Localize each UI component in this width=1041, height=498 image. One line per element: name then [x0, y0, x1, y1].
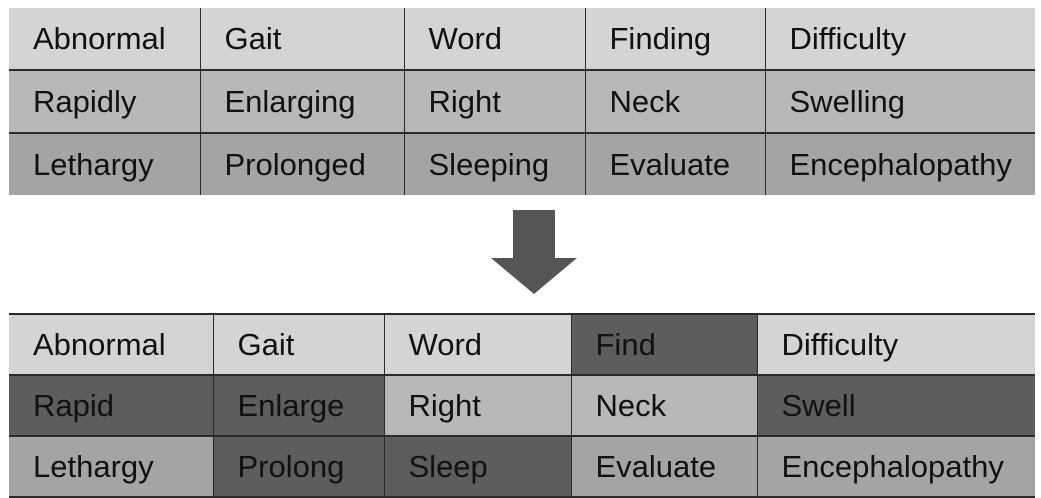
table-cell: Word [404, 8, 585, 70]
table-row [9, 436, 1035, 497]
table-cell: Rapidly [9, 70, 200, 133]
table-cell: Encephalopathy [757, 436, 1035, 497]
table-cell: Neck [585, 70, 765, 133]
stemmed-words-table [9, 313, 1035, 498]
table-cell: Prolonged [200, 133, 404, 195]
table-cell: Right [404, 70, 585, 133]
table-cell: Sleep [384, 436, 571, 497]
original-words-table [9, 8, 1035, 195]
table-cell: Gait [200, 8, 404, 70]
table-cell: Enlarging [200, 70, 404, 133]
table-cell: Lethargy [9, 133, 200, 195]
table-cell: Sleeping [404, 133, 585, 195]
table-cell: Finding [585, 8, 765, 70]
table-cell: Encephalopathy [765, 133, 1035, 195]
table-cell: Abnormal [9, 314, 213, 375]
table-row [9, 314, 1035, 375]
table-cell: Evaluate [585, 133, 765, 195]
table-cell: Evaluate [571, 436, 757, 497]
table-cell: Prolong [213, 436, 384, 497]
table-cell: Enlarge [213, 375, 384, 436]
table-row [9, 133, 1035, 195]
table-row [9, 8, 1035, 70]
table-cell: Difficulty [757, 314, 1035, 375]
table-cell: Swell [757, 375, 1035, 436]
table-cell: Word [384, 314, 571, 375]
table-cell: Right [384, 375, 571, 436]
table-row [9, 70, 1035, 133]
table-cell: Rapid [9, 375, 213, 436]
table-row [9, 375, 1035, 436]
down-arrow-shape [491, 210, 577, 294]
table-cell: Difficulty [765, 8, 1035, 70]
table-cell: Find [571, 314, 757, 375]
table-cell: Gait [213, 314, 384, 375]
table-cell: Abnormal [9, 8, 200, 70]
table-cell: Swelling [765, 70, 1035, 133]
down-arrow-icon [489, 210, 579, 296]
table-cell: Lethargy [9, 436, 213, 497]
table-cell: Neck [571, 375, 757, 436]
